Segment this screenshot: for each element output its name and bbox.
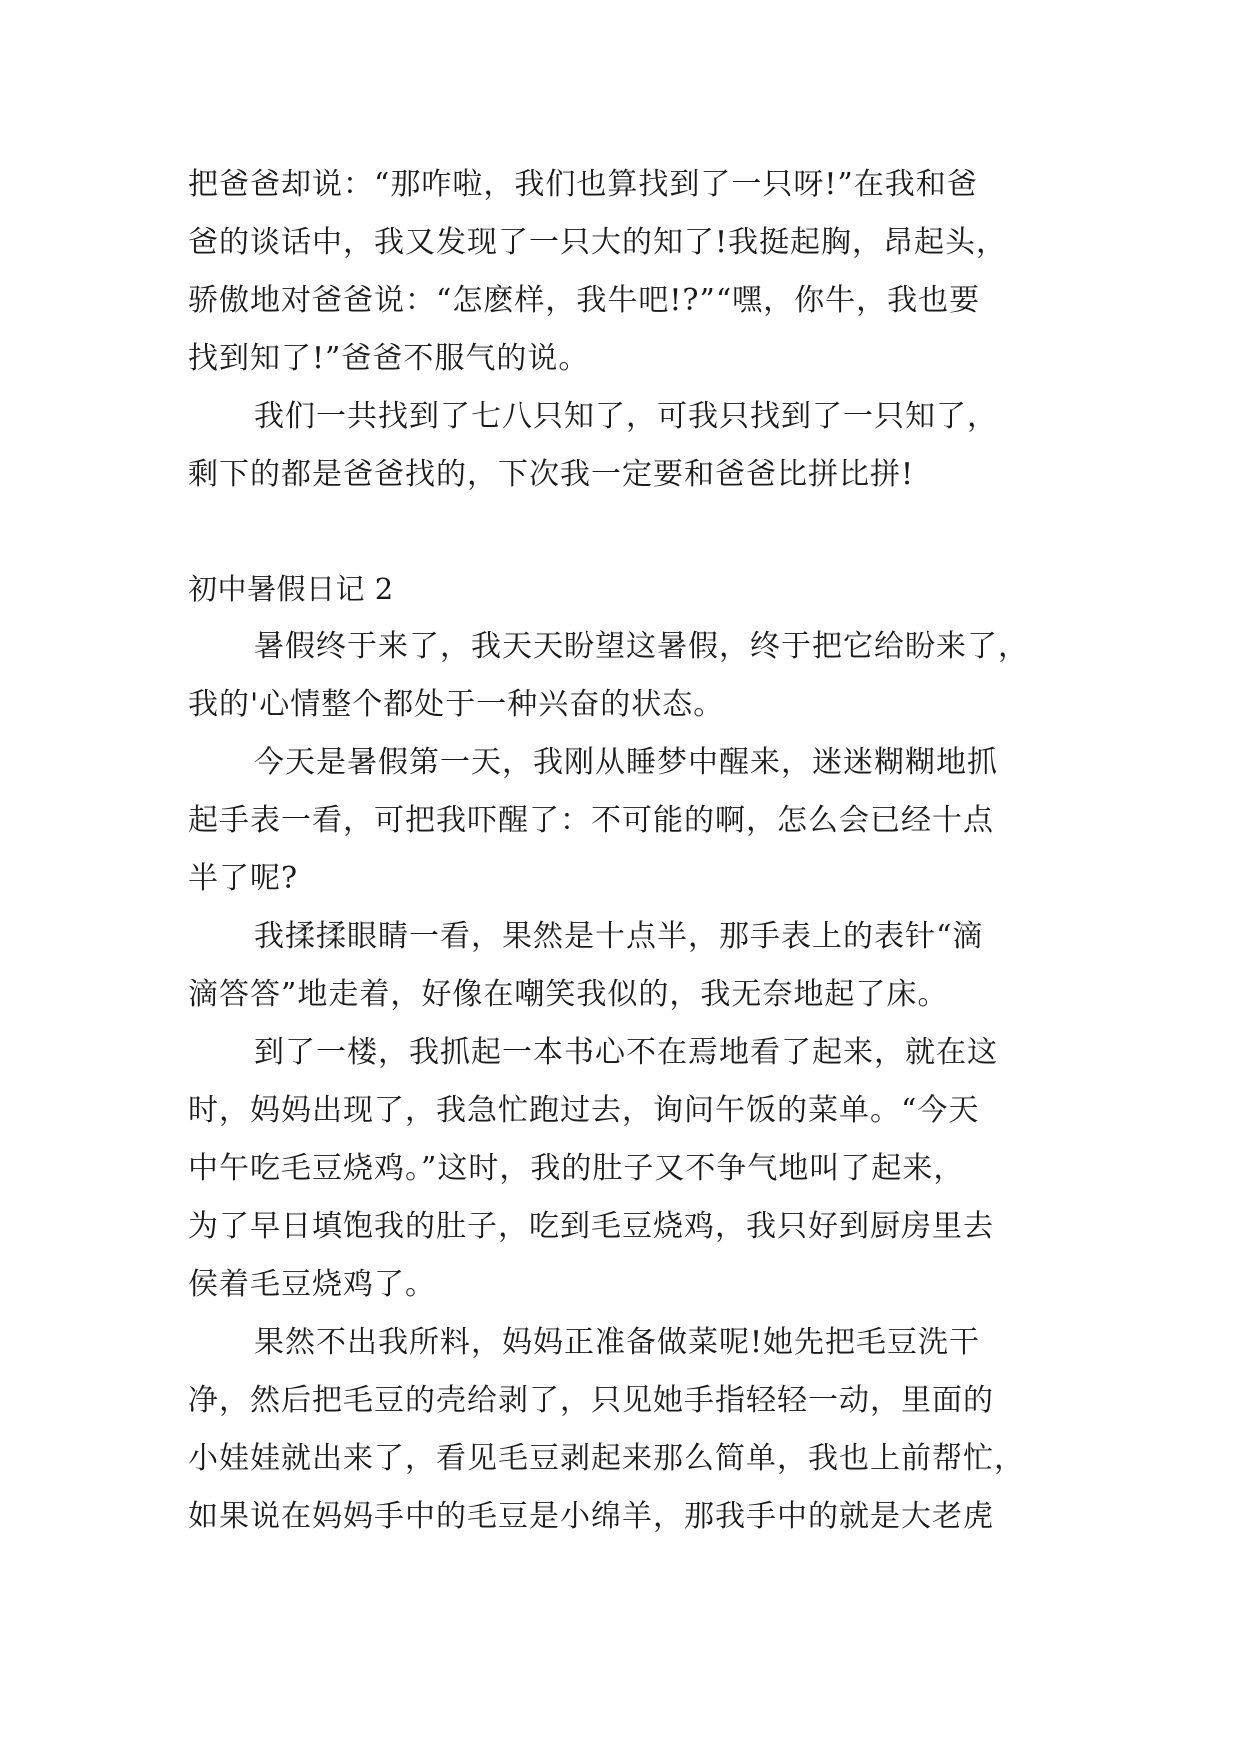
paragraph-line: 剩下的都是爸爸找的，下次我一定要和爸爸比拼比拼!: [188, 457, 915, 492]
paragraph-line: 起手表一看，可把我吓醒了：不可能的啊，怎么会已经十点: [188, 803, 994, 838]
paragraph-line: 到了一楼，我抓起一本书心不在焉地看了起来，就在这: [254, 1035, 998, 1070]
paragraph-line: 滴答答”地走着，好像在嘲笑我似的，我无奈地起了床。: [188, 977, 949, 1012]
paragraph-line: 我们一共找到了七八只知了，可我只找到了一只知了，: [254, 399, 998, 434]
diary-title: 初中暑假日记 2: [188, 572, 394, 606]
paragraph-line: 我的'心情整个都处于一种兴奋的状态。: [188, 687, 725, 722]
paragraph-line: 中午吃毛豆烧鸡。”这时，我的肚子又不争气地叫了起来，: [188, 1151, 965, 1186]
paragraph-line: 我揉揉眼睛一看，果然是十点半，那手表上的表针“滴: [254, 919, 984, 954]
paragraph-line: 找到知了!”爸爸不服气的说。: [188, 341, 590, 376]
diary-entry-2: [188, 560, 1058, 1546]
paragraph-line: 今天是暑假第一天，我刚从睡梦中醒来，迷迷糊糊地抓: [254, 745, 998, 780]
continued-diary-text: [188, 156, 1058, 504]
paragraph-line: 半了呢?: [188, 861, 299, 896]
paragraph-line: 为了早日填饱我的肚子，吃到毛豆烧鸡，我只好到厨房里去: [188, 1209, 994, 1244]
paragraph-line: 如果说在妈妈手中的毛豆是小绵羊，那我手中的就是大老虎: [188, 1499, 994, 1534]
paragraph-line: 净，然后把毛豆的壳给剥了，只见她手指轻轻一动，里面的: [188, 1383, 994, 1418]
paragraph-line: 爸的谈话中，我又发现了一只大的知了!我挺起胸，昂起头，: [188, 225, 1008, 260]
paragraph-line: 暑假终于来了，我天天盼望这暑假，终于把它给盼来了，: [254, 629, 1029, 664]
paragraph-line: 骄傲地对爸爸说：“怎麽样，我牛吧!?”“嘿，你牛，我也要: [188, 283, 981, 318]
paragraph-line: 果然不出我所料，妈妈正准备做菜呢!她先把毛豆洗干: [254, 1325, 981, 1360]
paragraph-line: 小娃娃就出来了，看见毛豆剥起来那么简单，我也上前帮忙，: [188, 1441, 1025, 1476]
paragraph-line: 侯着毛豆烧鸡了。: [188, 1267, 436, 1302]
paragraph-line: 时，妈妈出现了，我急忙跑过去，询问午饭的菜单。“今天: [188, 1093, 980, 1128]
paragraph-line: 把爸爸却说：“那咋啦，我们也算找到了一只呀!”在我和爸: [188, 167, 978, 202]
